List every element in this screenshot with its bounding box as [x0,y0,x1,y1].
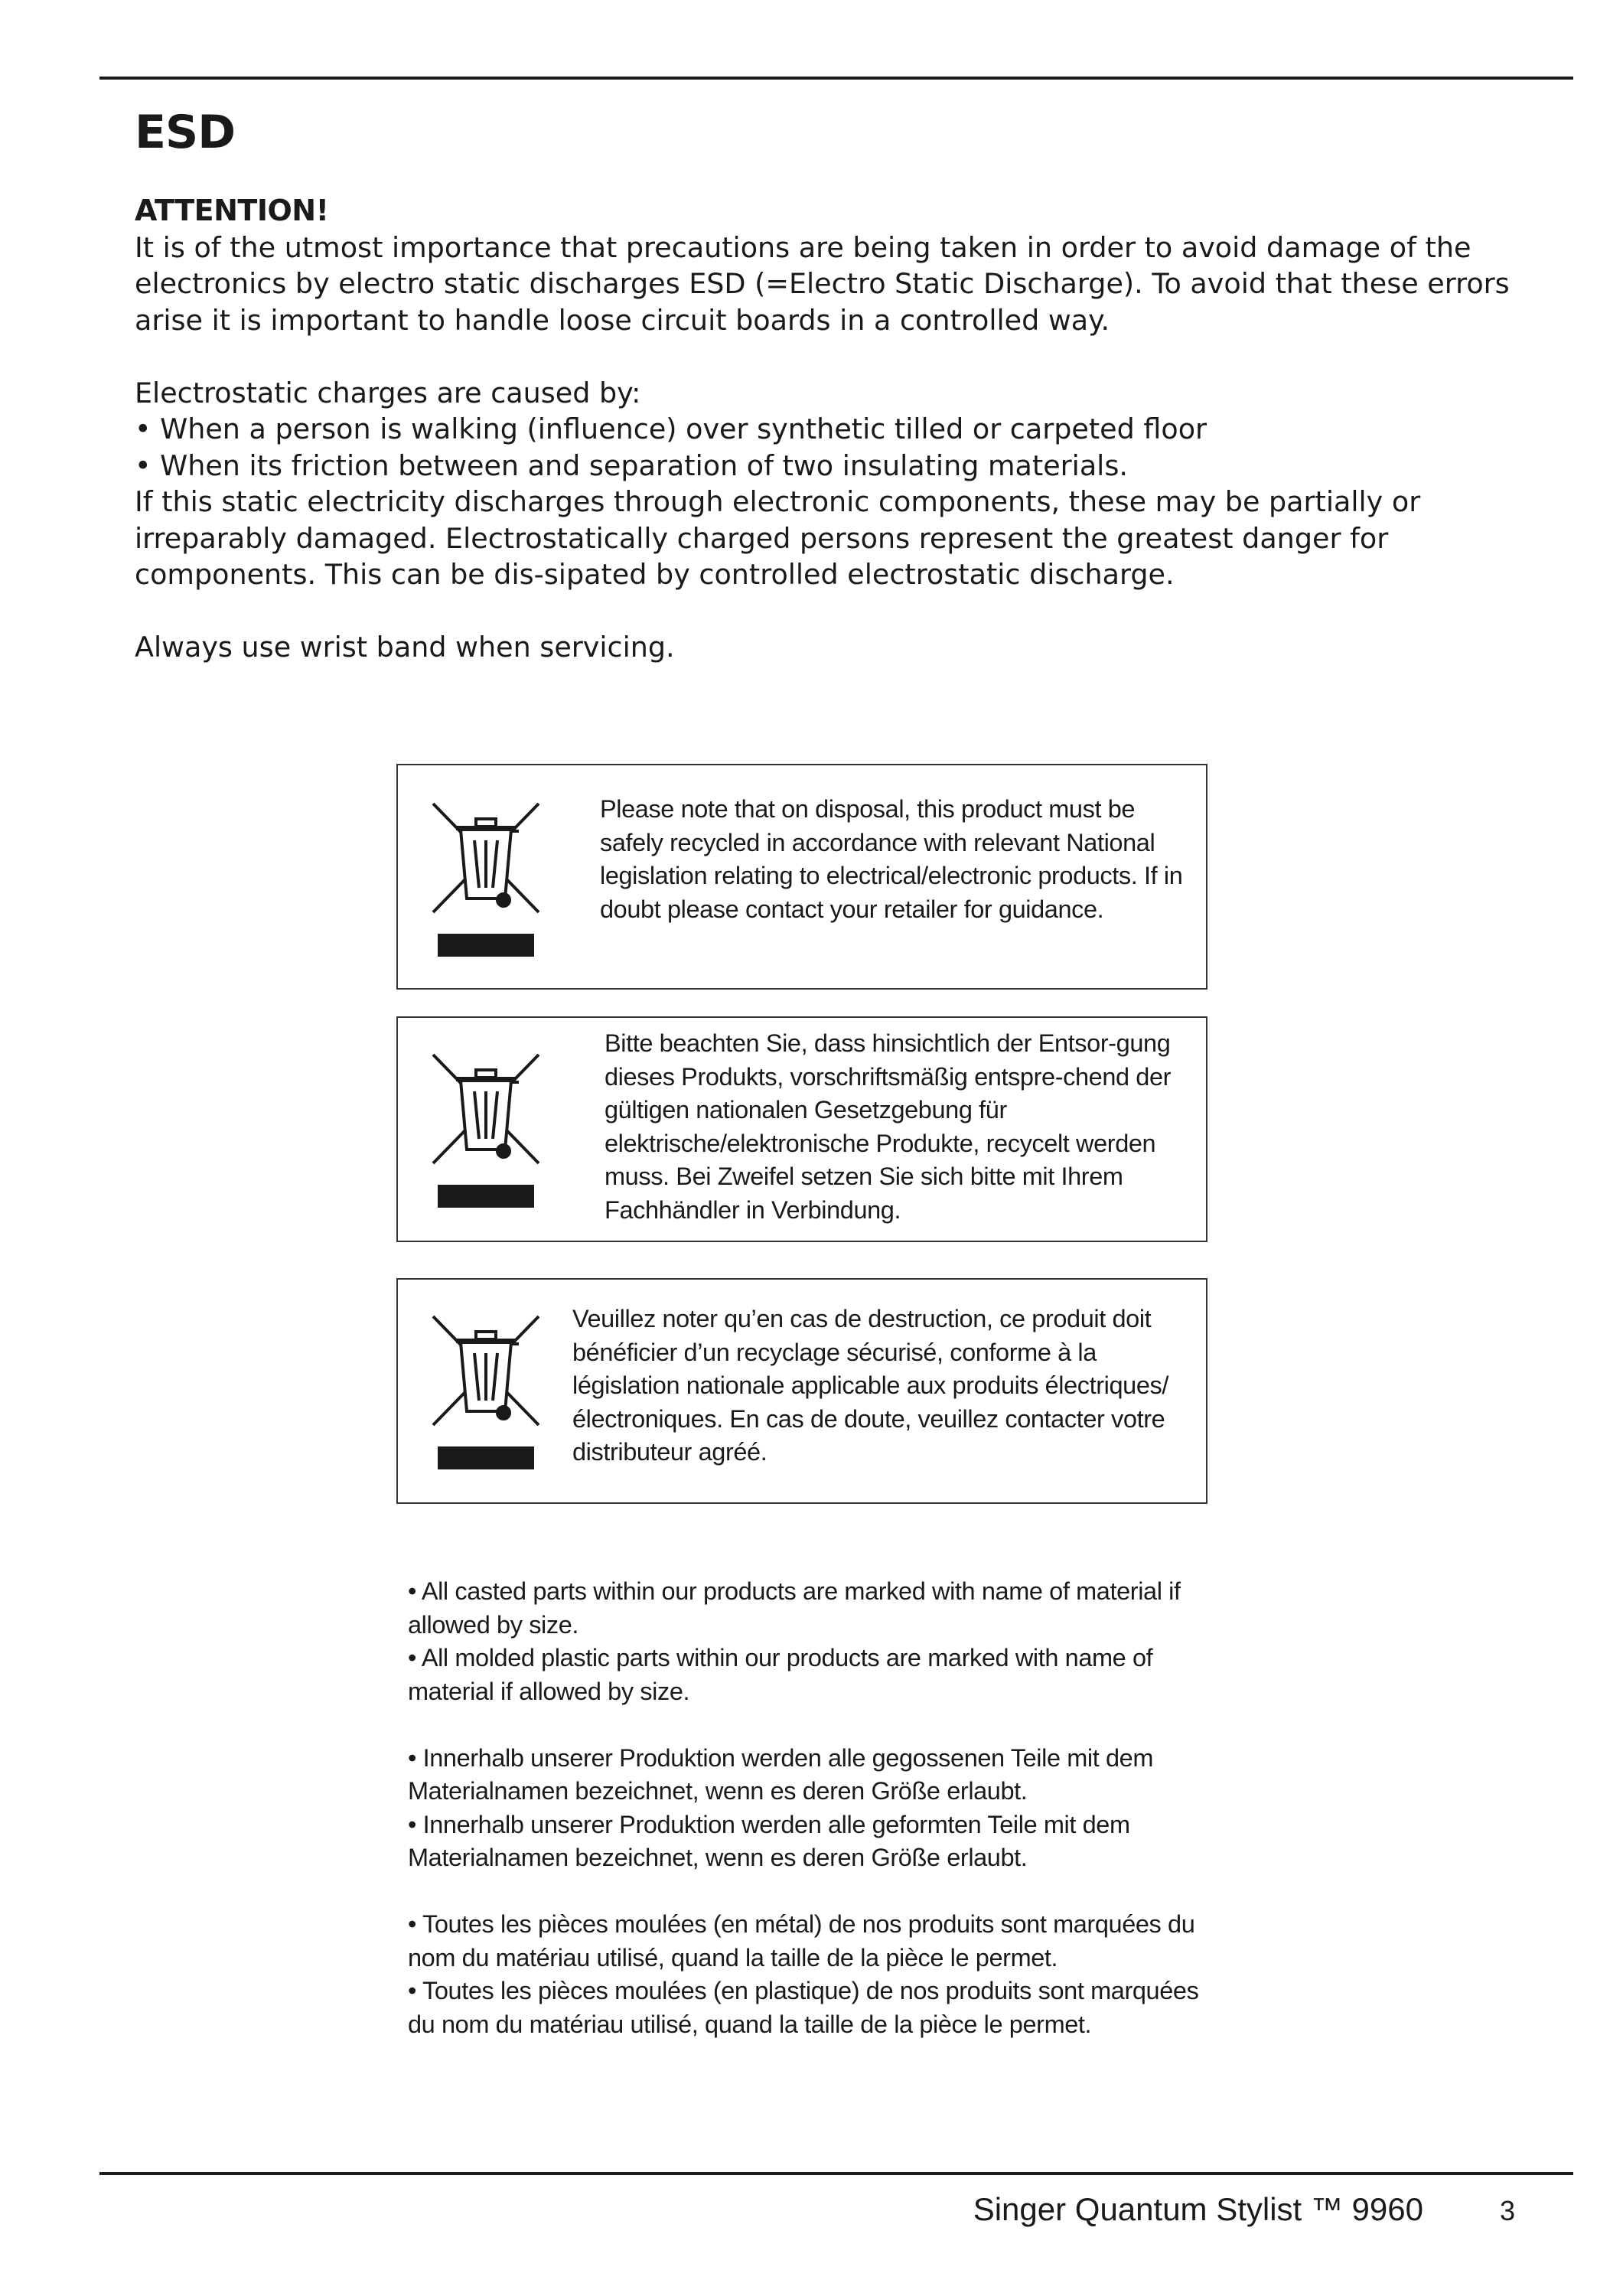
material-note: • Innerhalb unserer Produktion werden alle gegossenen Teile mit dem Materialnamen bezeichnet, wenn es deren Größe erlaubt. [408,1743,1154,1805]
material-note: • All molded plastic parts within our products are marked with name of material if allowed by size. [408,1644,1153,1705]
material-note: • Toutes les pièces moulées (en métal) de nos produits sont marquées du nom du matériau utilisé, quand la taille de la pièce le permet. [408,1910,1195,1971]
damage-paragraph: If this static electricity discharges through electronic components, these may be partially or irreparably damaged. Electrostatically charged persons represent the greatest danger for components. This can be dis-sipated by controlled electrostatic discharge. [135,485,1421,591]
wrist-band-note: Always use wrist band when servicing. [135,631,675,664]
top-rule [99,77,1573,80]
disposal-notice-de [396,1016,1207,1242]
material-note: • Toutes les pièces moulées (en plastique) de nos produits sont marquées du nom du matériau utilisé, quand la taille de la pièce le permet. [408,1977,1199,2038]
disposal-notice-fr [396,1278,1207,1504]
attention-heading: ATTENTION! [135,194,329,227]
crossed-out-wheelie-bin-icon [429,1049,543,1209]
footer-product-title: Singer Quantum Stylist ™ 9960 [973,2191,1423,2227]
section-title: ESD [135,106,236,159]
material-note: • All casted parts within our products are marked with name of material if allowed by size. [408,1577,1181,1639]
charges-intro: Electrostatic charges are caused by: [135,376,641,409]
crossed-out-wheelie-bin-icon [429,1310,543,1471]
disposal-text-de: Bitte beachten Sie, dass hinsichtlich der Entsor-gung dieses Produkts, vorschriftsmäßig entspre-chend der gültigen nationalen Gesetzgebung für elektrische/elektronische Produkte, recycelt werden muss. Bei Zweifel setzen Sie sich bitte mit Ihrem Fachhändler in Verbindung. [605,1029,1172,1224]
charges-bullet: • When a person is walking (influence) over synthetic tilled or carpeted floor [135,413,1207,445]
disposal-text-fr: Veuillez noter qu’en cas de destruction, ce produit doit bénéficier d’un recyclage sécurisé, conforme à la législation nationale applicable aux produits électriques/électroniques. En cas de doute, veuillez contacter votre distributeur agréé. [572,1305,1168,1466]
attention-paragraph: It is of the utmost importance that precautions are being taken in order to avoid damage of the electronics by electro static discharges ESD (=Electro Static Discharge). To avoid that these errors arise it is important to handle loose circuit boards in a controlled way. [135,230,1510,337]
disposal-text-en: Please note that on disposal, this product must be safely recycled in accordance with relevant National legislation relating to electrical/electronic products. If in doubt please contact your retailer for guidance. [600,795,1183,923]
esd-body [135,193,1543,666]
disposal-notice-en [396,764,1207,990]
material-notes [408,1575,1219,2041]
charges-bullet: • When its friction between and separation of two insulating materials. [135,448,1128,482]
page-number: 3 [1500,2195,1516,2226]
bottom-rule [99,2172,1573,2175]
crossed-out-wheelie-bin-icon [429,797,543,958]
material-note: • Innerhalb unserer Produktion werden alle geformten Teile mit dem Materialnamen bezeichnet, wenn es deren Größe erlaubt. [408,1810,1130,1871]
